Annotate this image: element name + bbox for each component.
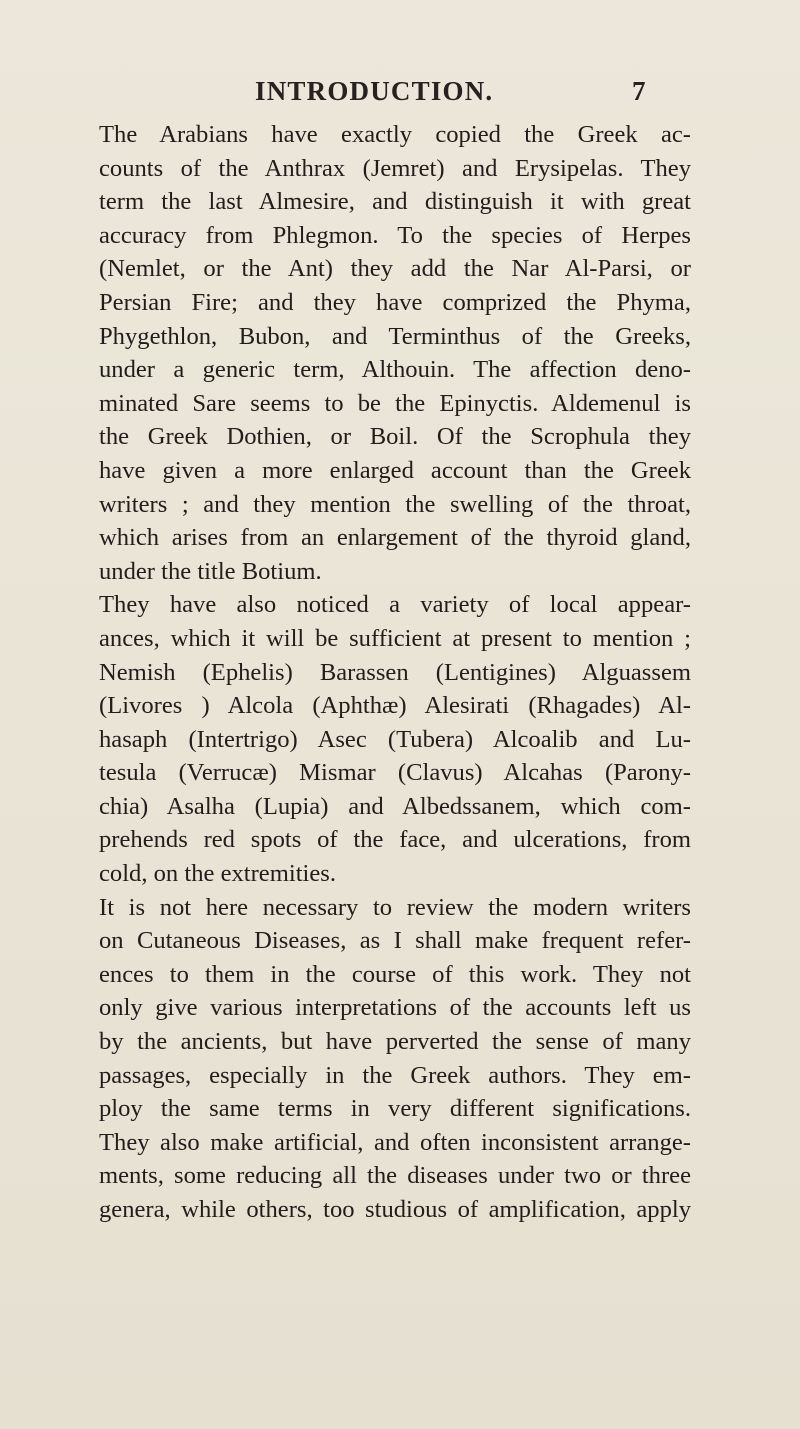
text-line: term the last Almesire, and distinguish it with great	[99, 188, 691, 216]
text-line: Nemish (Ephelis) Barassen (Lentigines) Alguassem	[99, 658, 691, 686]
text-line: genera, while others, too studious of amplification, apply	[99, 1196, 691, 1223]
page-number: 7	[632, 76, 646, 106]
text-line: minated Sare seems to be the Epinyctis. Aldemenul is	[99, 389, 691, 417]
text-line: They have also noticed a variety of local appear-	[99, 591, 691, 619]
text-line: They also make artificial, and often inconsistent arrange-	[99, 1128, 691, 1156]
text-line: accuracy from Phlegmon. To the species of Herpes	[99, 221, 691, 249]
text-line: hasaph (Intertrigo) Asec (Tubera) Alcoalib and Lu-	[99, 725, 691, 753]
text-line: by the ancients, but have perverted the sense of many	[99, 1028, 691, 1056]
text-line: passages, especially in the Greek authors. They em-	[99, 1061, 691, 1089]
text-line: cold, on the extremities.	[99, 860, 336, 888]
text-line: (Livores ) Alcola (Aphthæ) Alesirati (Rhagades) Al-	[99, 692, 691, 720]
running-title: INTRODUCTION.	[255, 76, 494, 106]
text-line: only give various interpretations of the accounts left us	[99, 994, 691, 1022]
text-line: under a generic term, Althouin. The affection deno-	[99, 356, 691, 384]
paragraph-1	[99, 118, 691, 588]
text-line: the Greek Dothien, or Boil. Of the Scrophula they	[99, 423, 691, 451]
paragraph-3	[99, 891, 691, 1227]
text-line: chia) Asalha (Lupia) and Albedssanem, which com-	[99, 792, 691, 820]
text-line: ances, which it will be sufficient at present to mention ;	[99, 624, 691, 652]
text-line: The Arabians have exactly copied the Greek ac-	[99, 121, 691, 148]
text-line: counts of the Anthrax (Jemret) and Erysipelas. They	[99, 154, 691, 182]
text-line: tesula (Verrucæ) Mismar (Clavus) Alcahas (Parony-	[99, 759, 691, 787]
text-line: prehends red spots of the face, and ulcerations, from	[99, 826, 691, 854]
page-header	[90, 76, 790, 116]
text-line: ences to them in the course of this work. They not	[99, 960, 691, 988]
text-line: have given a more enlarged account than the Greek	[99, 456, 691, 484]
text-line: It is not here necessary to review the modern writers	[99, 893, 691, 921]
text-line: under the title Botium.	[99, 557, 322, 585]
text-line: which arises from an enlargement of the thyroid gland,	[99, 524, 691, 552]
text-line: ploy the same terms in very different significations.	[99, 1095, 691, 1123]
body-text	[99, 118, 691, 1227]
text-line: on Cutaneous Diseases, as I shall make frequent refer-	[99, 927, 691, 955]
text-line: writers ; and they mention the swelling of the throat,	[99, 490, 691, 518]
paragraph-2	[99, 588, 691, 890]
text-line: ments, some reducing all the diseases under two or three	[99, 1162, 691, 1190]
text-line: Phygethlon, Bubon, and Terminthus of the Greeks,	[99, 322, 691, 350]
text-line: Persian Fire; and they have comprized the Phyma,	[99, 288, 691, 316]
text-line: (Nemlet, or the Ant) they add the Nar Al-Parsi, or	[99, 255, 691, 283]
